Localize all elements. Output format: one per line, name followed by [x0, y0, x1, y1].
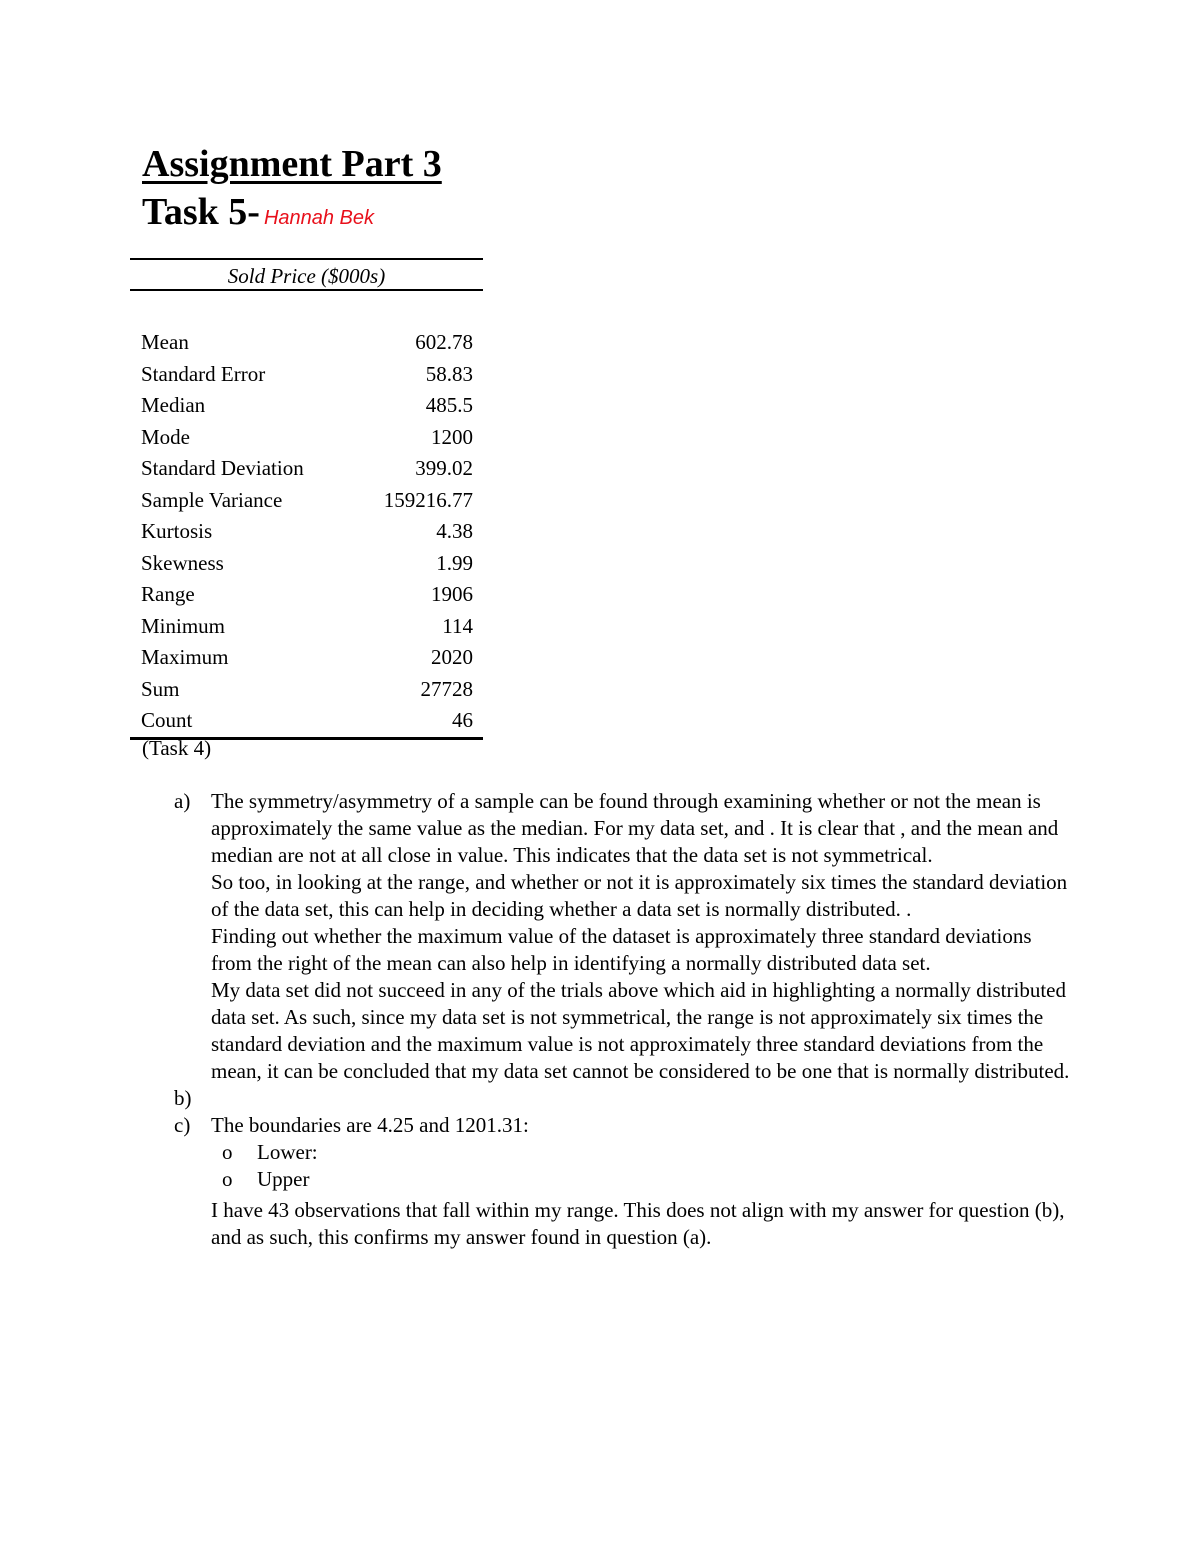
stat-value: 4.38 — [436, 519, 473, 543]
stat-value: 485.5 — [425, 393, 473, 417]
answer-body — [211, 1112, 1074, 1251]
stat-value: 27728 — [420, 676, 473, 701]
stat-row-skewness — [130, 548, 483, 580]
stat-label: Mean — [141, 330, 189, 354]
stat-value: 159216.77 — [383, 487, 473, 512]
stat-value: 58.83 — [425, 361, 473, 386]
stat-row-mean — [130, 327, 483, 359]
answer-marker: c) — [174, 1113, 191, 1137]
answer-paragraph: Finding out whether the maximum value of the dataset is approximately three standard deviations from the right of the mean can also help in identifying a normally distributed data set. — [211, 924, 1032, 975]
answer-b — [174, 1085, 1074, 1112]
boundary-item-lower — [211, 1139, 1074, 1166]
stat-value: 1200 — [431, 424, 473, 449]
stat-value: 1906 — [431, 582, 473, 606]
author-name: Hannah Bek — [263, 207, 375, 229]
stat-label: Sum — [141, 676, 180, 701]
boundary-item-upper — [211, 1166, 1074, 1193]
stat-value: 114 — [442, 613, 473, 638]
task-label: Task 5 — [142, 191, 248, 233]
answers-list — [174, 788, 1074, 1251]
stat-label: Minimum — [141, 613, 226, 638]
answer-c — [174, 1112, 1074, 1251]
answer-paragraph: I have 43 observations that fall within my range. This does not align with my answer for question (b), and as such, this confirms my answer found in question (a). — [211, 1198, 1065, 1249]
stat-label: Kurtosis — [141, 519, 213, 543]
stat-row-kurtosis — [130, 516, 483, 548]
task-reference: (Task 4) — [142, 736, 212, 760]
answer-paragraph: The symmetry/asymmetry of a sample can be found through examining whether or not the mean is approximately the same value as the median. For my data set, and . It is clear that , and the mean and median are not at all close in value. This indicates that the data set is not symmetrical. — [211, 789, 1059, 867]
stat-row-mode — [130, 422, 483, 454]
boundary-list — [211, 1139, 1074, 1193]
answer-body — [211, 788, 1074, 1085]
stat-label: Mode — [141, 424, 190, 449]
task-dash: - — [247, 191, 260, 233]
stat-value: 399.02 — [415, 456, 473, 480]
stat-label: Maximum — [141, 645, 229, 669]
page-title: Assignment Part 3 — [142, 143, 442, 185]
answer-a — [174, 788, 1074, 1085]
stat-value: 2020 — [431, 645, 473, 669]
bullet-text: Upper — [257, 1167, 310, 1191]
answer-paragraph: So too, in looking at the range, and whether or not it is approximately six times the standard deviation of the data set, this can help in deciding whether a data set is normally distributed. . — [211, 870, 1068, 921]
stats-rows — [130, 327, 483, 740]
stat-label: Standard Error — [141, 361, 266, 386]
task-heading — [142, 188, 374, 244]
stat-row-standard-deviation — [130, 453, 483, 485]
descriptive-stats-table — [130, 258, 483, 740]
answer-body — [211, 1085, 1074, 1112]
stat-row-median — [130, 390, 483, 422]
stat-row-standard-error — [130, 359, 483, 391]
stat-label: Sample Variance — [141, 487, 283, 512]
answer-marker: b) — [174, 1086, 192, 1110]
stat-row-range — [130, 579, 483, 611]
stat-row-minimum — [130, 611, 483, 643]
stat-value: 46 — [452, 708, 473, 732]
bullet-marker: o — [222, 1167, 233, 1191]
stat-label: Count — [141, 708, 193, 732]
stat-row-count — [130, 705, 483, 737]
stats-column-header: Sold Price ($000s) — [130, 258, 483, 291]
answer-paragraph: The boundaries are 4.25 and 1201.31: — [211, 1113, 529, 1137]
answer-marker: a) — [174, 789, 191, 813]
stat-label: Range — [141, 582, 195, 606]
stat-value: 602.78 — [415, 330, 473, 354]
stat-row-maximum — [130, 642, 483, 674]
bullet-text: Lower: — [257, 1140, 318, 1164]
stat-label: Skewness — [141, 550, 224, 575]
stat-row-sum — [130, 674, 483, 706]
stat-label: Standard Deviation — [141, 456, 304, 480]
bullet-marker: o — [222, 1140, 233, 1164]
answer-paragraph: My data set did not succeed in any of the trials above which aid in highlighting a normally distributed data set. As such, since my data set is not symmetrical, the range is not approximately six times the standard deviation and the maximum value is not approximately three standard deviations from the mean, it can be concluded that my data set cannot be considered to be one that is normally distributed. — [211, 978, 1070, 1083]
stat-label: Median — [141, 393, 206, 417]
stat-value: 1.99 — [436, 550, 473, 575]
stat-row-sample-variance — [130, 485, 483, 517]
